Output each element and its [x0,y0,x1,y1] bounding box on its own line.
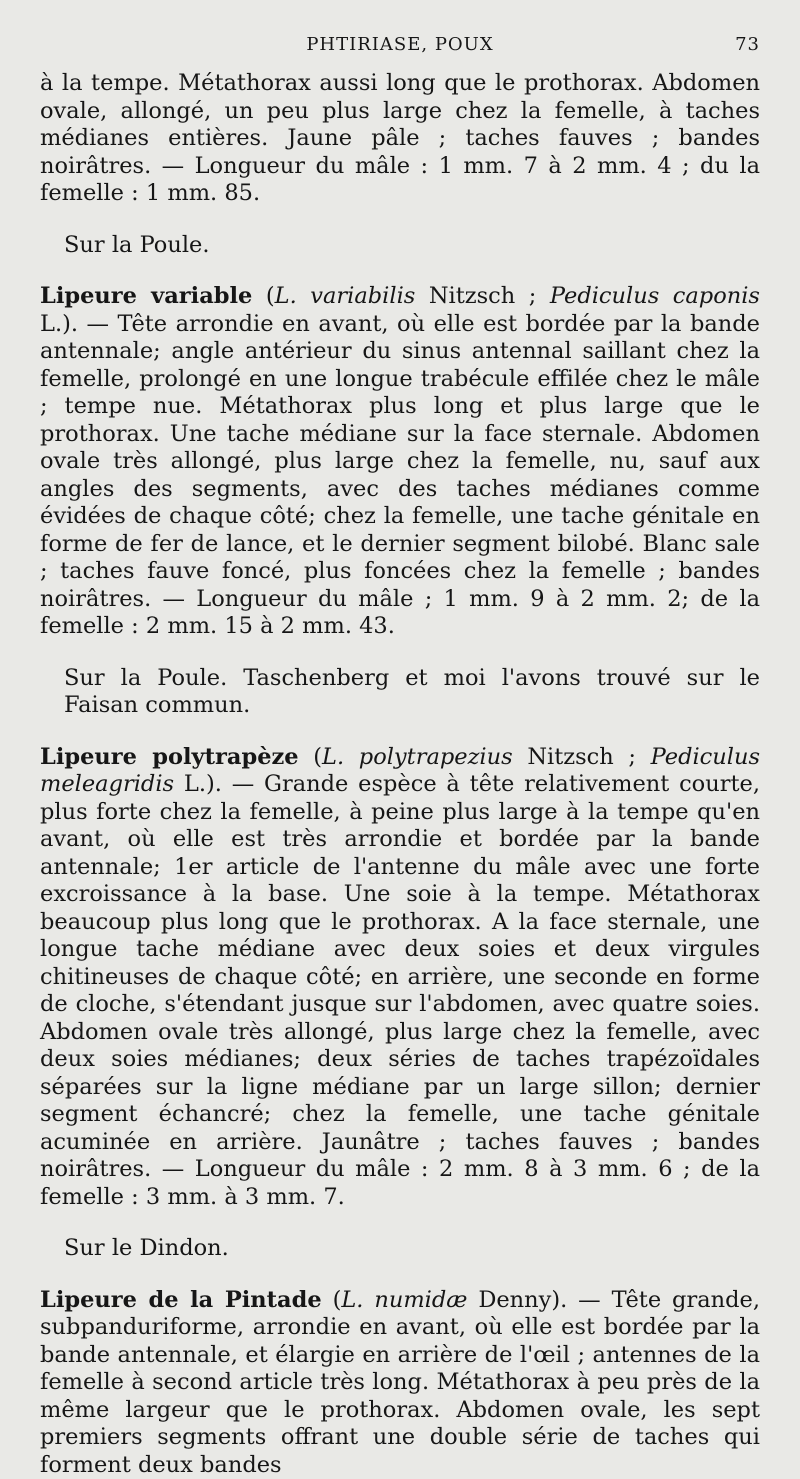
running-title: PHTIRIASE, POUX [40,34,760,55]
text: ( [322,1287,342,1313]
entry-lipeure-pintade [40,1287,760,1479]
text: Nitzsch ; [513,744,651,770]
latin-name: L. numidæ [341,1287,467,1313]
text: ( [252,283,274,309]
latin-synonym: Pediculus meleagridis [40,744,760,798]
paragraph-continuation: à la tempe. Métathorax aussi long que le prothorax. Abdomen ovale, allongé, un peu plus large chez la femelle, à taches médianes entières. Jaune pâle ; taches fauves ; bandes noirâtres. — Longueur du mâle : 1 mm. 7 à 2 mm. 4 ; du la femelle : 1 mm. 85. [40,70,760,208]
latin-name: L. variabilis [275,283,416,309]
species-name: Lipeure variable [40,283,252,309]
running-head [40,30,760,60]
host-note-poule-faisan: Sur la Poule. Taschenberg et moi l'avons trouvé sur le Faisan commun. [64,665,760,720]
species-name: Lipeure polytrapèze [40,744,299,770]
page-body [40,70,760,1479]
text: ( [299,744,322,770]
entry-description: L.). — Tête arrondie en avant, où elle est bordée par la bande antennale; angle antérieur du sinus antennal saillant chez la femelle, prolongé en une longue trabécule effilée chez le mâle ; tempe nue. Métathorax plus long et plus large que le prothorax. Une tache médiane sur la face sternale. Abdomen ovale très allongé, plus large chez la femelle, nu, sauf aux angles des segments, avec des taches médianes comme évidées de chaque côté; chez la femelle, une tache génitale en forme de fer de lance, et le dernier segment bilobé. Blanc sale ; taches fauve foncé, plus foncées chez la femelle ; bandes noirâtres. — Longueur du mâle ; 1 mm. 9 à 2 mm. 2; de la femelle : 2 mm. 15 à 2 mm. 43. [40,311,760,640]
entry-description: L.). — Grande espèce à tête relativement courte, plus forte chez la femelle, à peine plus large à la tempe qu'en avant, où elle est très arrondie et bordée par la bande antennale; 1er article de l'antenne du mâle avec une forte excroissance à la base. Une soie à la tempe. Métathorax beaucoup plus long que le prothorax. A la face sternale, une longue tache médiane avec deux soies et deux virgules chitineuses de chaque côté; en arrière, une seconde en forme de cloche, s'étendant jusque sur l'abdomen, avec quatre soies. Abdomen ovale très allongé, plus large chez la femelle, avec deux soies médianes; deux séries de taches trapézoïdales séparées sur la ligne médiane par un large sillon; dernier segment échancré; chez la femelle, une tache génitale acuminée en arrière. Jaunâtre ; taches fauves ; bandes noirâtres. — Longueur du mâle : 2 mm. 8 à 3 mm. 6 ; de la femelle : 3 mm. à 3 mm. 7. [40,771,760,1210]
latin-name: L. polytrapezius [322,744,513,770]
host-note-poule: Sur la Poule. [64,232,760,260]
text: Nitzsch ; [415,283,550,309]
page-number: 73 [735,34,760,55]
latin-synonym: Pediculus caponis [550,283,760,309]
host-note-dindon: Sur le Dindon. [64,1235,760,1263]
entry-lipeure-polytrapeze [40,744,760,1212]
species-name: Lipeure de la Pintade [40,1287,322,1313]
entry-lipeure-variable [40,283,760,641]
entry-description: Denny). — Tête grande, subpanduriforme, arrondie en avant, où elle est bordée par la bande antennale, et élargie en arrière de l'œil ; antennes de la femelle à second article très long. Métathorax à peu près de la même largeur que le prothorax. Abdomen ovale, les sept premiers segments offrant une double série de taches qui forment deux bandes [40,1287,760,1478]
